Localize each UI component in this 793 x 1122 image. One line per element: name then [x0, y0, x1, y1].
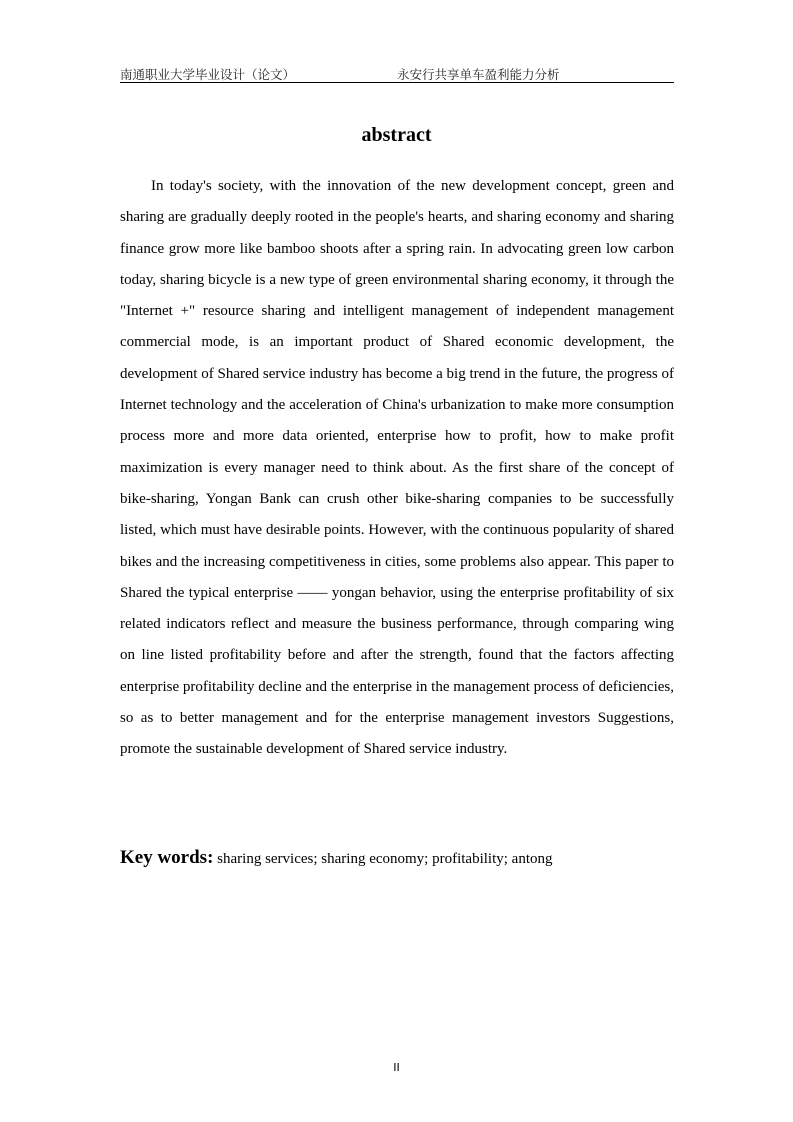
keywords-label: Key words:: [120, 847, 214, 868]
abstract-title: abstract: [361, 124, 432, 146]
keywords-value: sharing services; sharing economy; profitability; antong: [217, 851, 553, 867]
abstract-body: In today's society, with the innovation of the new development concept, green and sharing are gradually deeply rooted in the people's hearts, and sharing economy and sharing finance grow more like bamboo shoots after a spring rain. In advocating green low carbon today, sharing bicycle is a new type of green environmental sharing economy, it through the "Internet +" resource sharing and intelligent management of independent management commercial mode, is an important product of Shared economic development, the development of Shared service industry has become a big trend in the future, the progress of Internet technology and the acceleration of China's urbanization to make more consumption process more and more data oriented, enterprise how to profit, how to make profit maximization is every manager need to think about. As the first share of the concept of bike-sharing, Yongan Bank can crush other bike-sharing companies to be successfully listed, which must have desirable points. However, with the continuous popularity of shared bikes and the increasing competitiveness in cities, some problems also appear. This paper to Shared the typical enterprise —— yongan behavior, using the enterprise profitability of six related indicators reflect and measure the business performance, through comparing wing on line listed profitability before and after the strength, found that the factors affecting enterprise profitability decline and the enterprise in the management process of deficiencies, so as to better management and for the enterprise management investors Suggestions, promote the sustainable development of Shared service industry.: [120, 178, 674, 758]
keywords-line: [120, 844, 674, 873]
page-header: [120, 62, 674, 83]
header-thesis-title: 永安行共享单车盈利能力分析: [397, 67, 560, 82]
header-school-title: 南通职业大学毕业设计（论文）: [120, 67, 296, 82]
page-number: II: [393, 1061, 400, 1074]
